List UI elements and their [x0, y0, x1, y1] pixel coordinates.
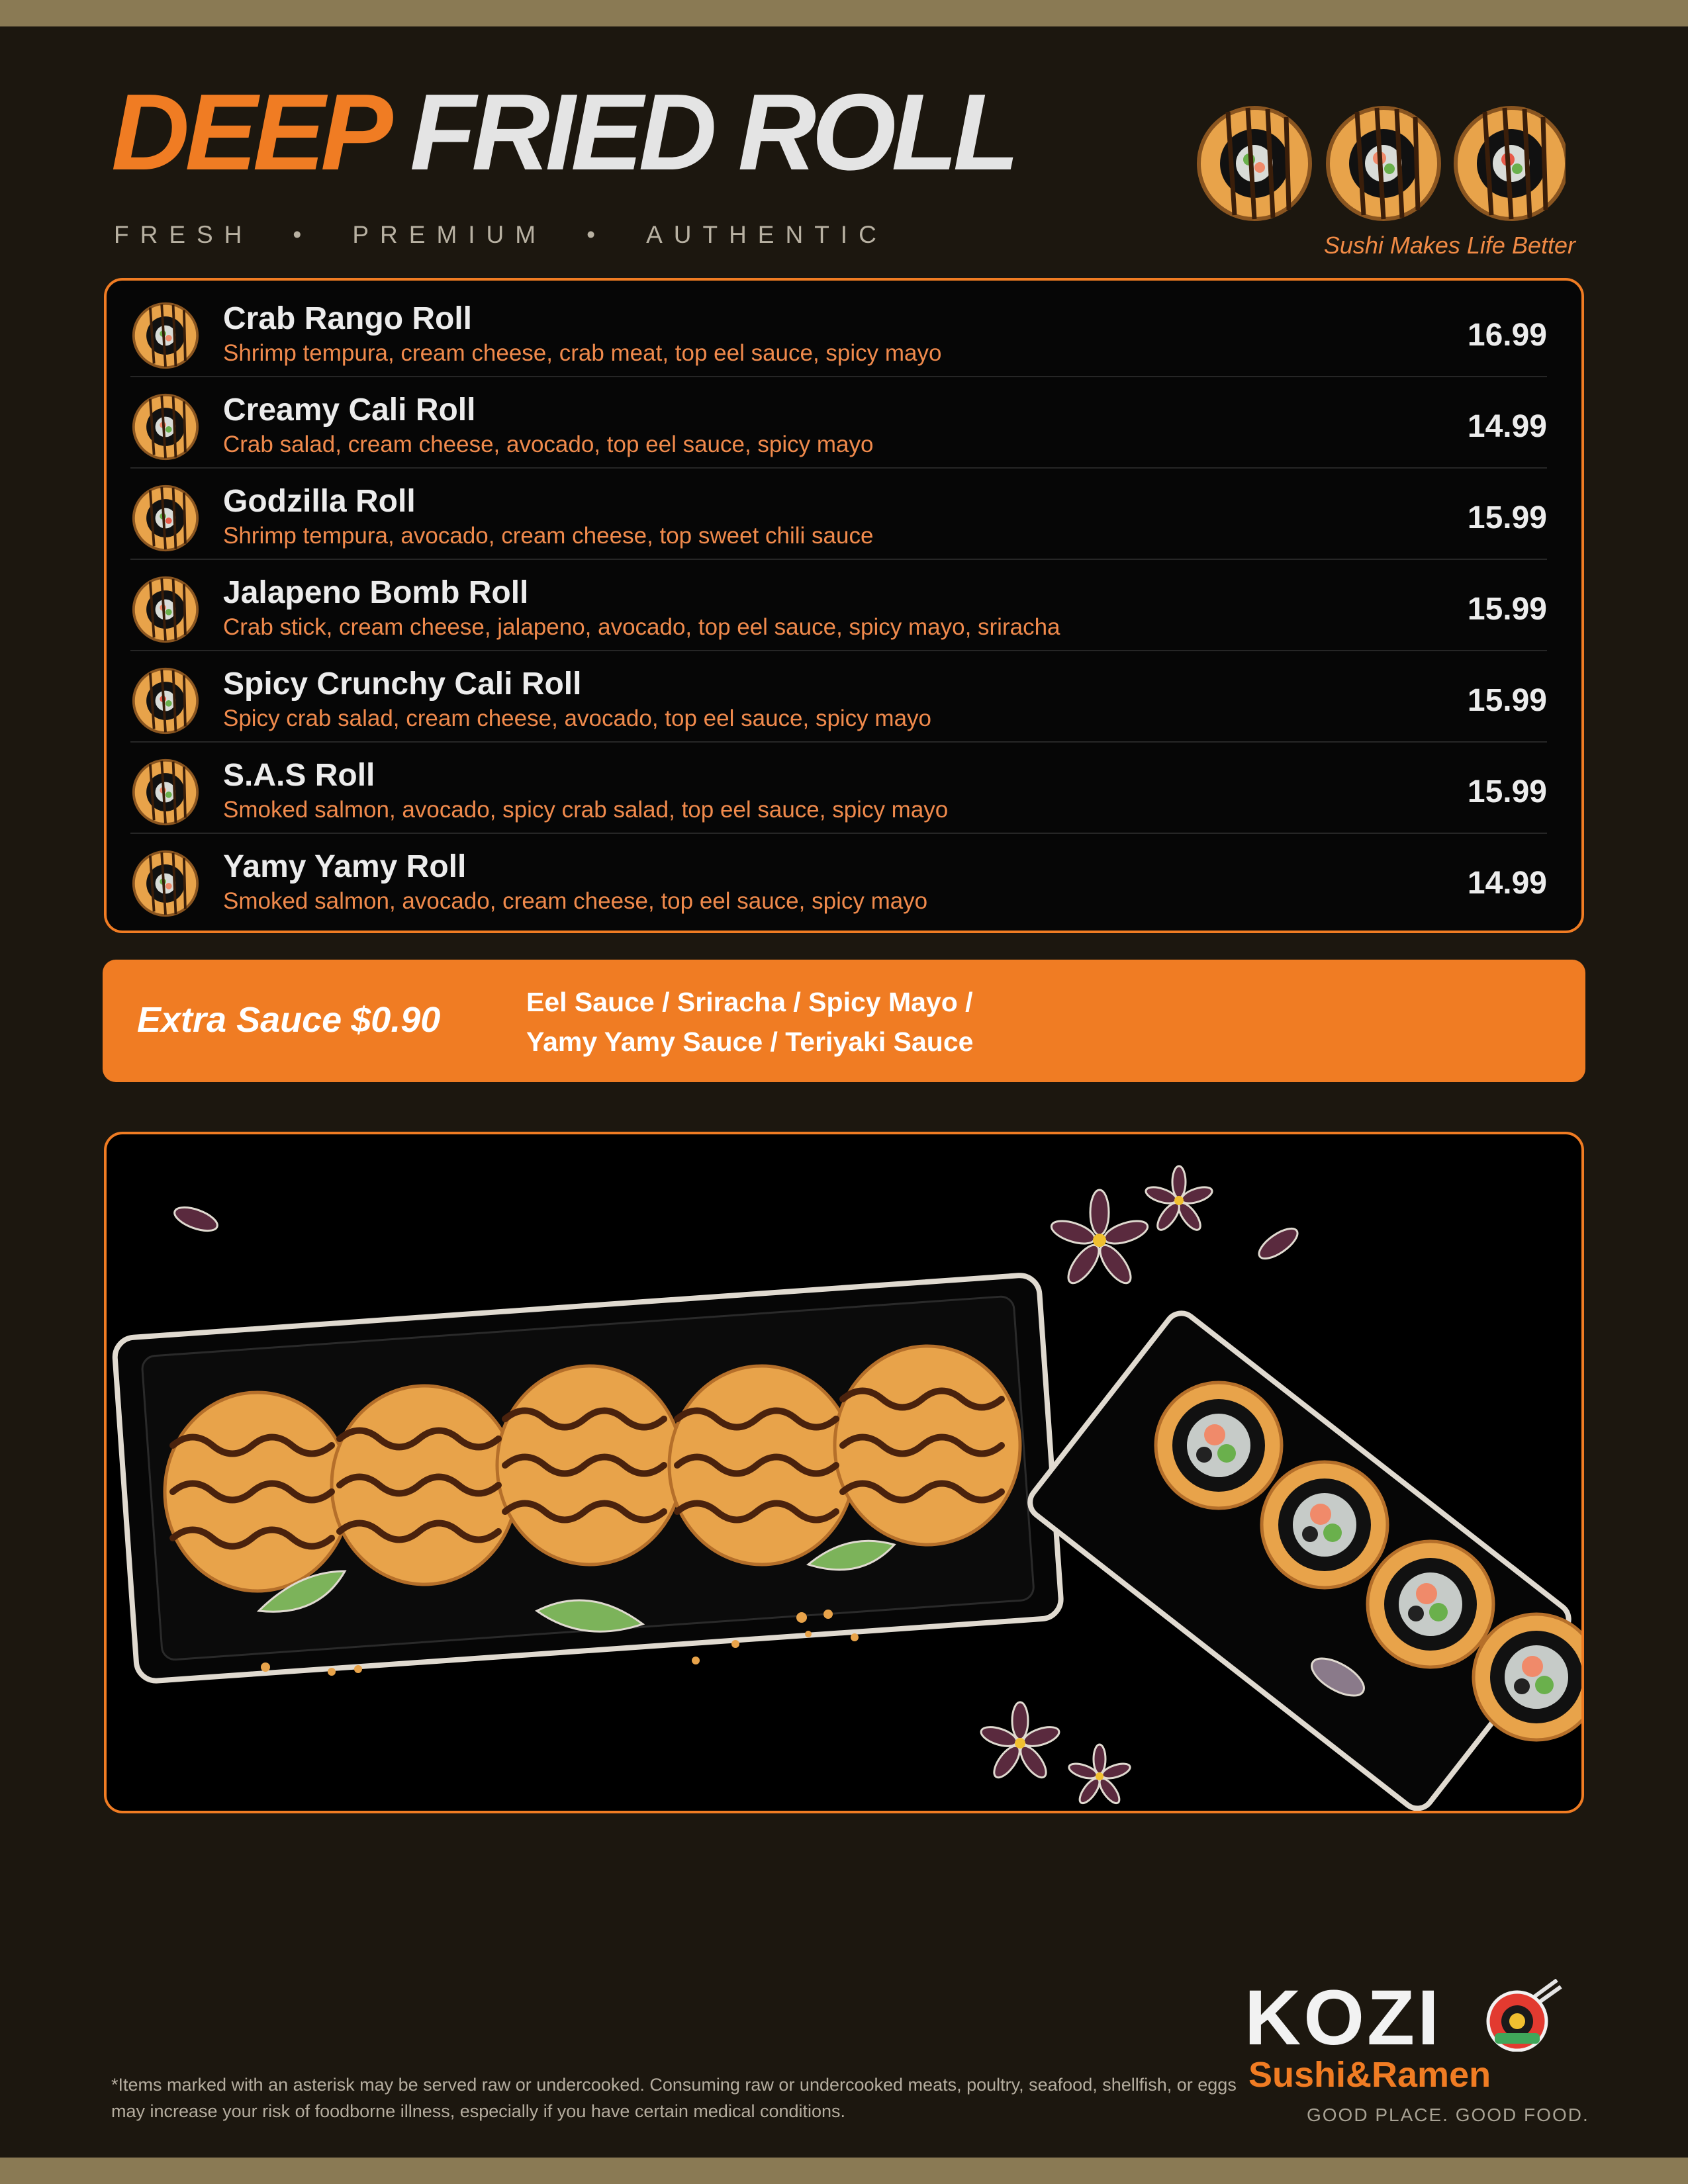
item-price: 14.99 [1467, 409, 1547, 444]
menu-item [130, 286, 1547, 377]
menu-item [130, 560, 1547, 651]
fried-roll-icon [130, 666, 201, 736]
food-illustration [104, 1132, 1584, 1813]
fried-roll-icon [1456, 108, 1566, 219]
item-price: 15.99 [1467, 592, 1547, 627]
logo-name: KOZI [1244, 1974, 1442, 2062]
title-word-fried-roll: FRIED ROLL [410, 71, 1015, 193]
item-description: Crab salad, cream cheese, avocado, top eel sauce, spicy mayo [223, 432, 874, 457]
extra-sauce-options-line: Yamy Yamy Sauce / Teriyaki Sauce [526, 1026, 974, 1057]
tagline-premium: PREMIUM [352, 221, 547, 248]
header-roll-icons [1195, 103, 1566, 228]
menu-item [130, 651, 1547, 743]
item-description: Crab stick, cream cheese, jalapeno, avocado, top eel sauce, spicy mayo, sriracha [223, 614, 1060, 640]
title-word-deep: DEEP [111, 71, 385, 193]
fried-roll-icon [130, 300, 201, 371]
brand-logo [1244, 1974, 1589, 2125]
tagline-dot: • [293, 221, 313, 248]
tagline-dot: • [586, 221, 607, 248]
item-description: Smoked salmon, avocado, cream cheese, top eel sauce, spicy mayo [223, 888, 928, 914]
item-name: Crab Rango Roll [223, 301, 473, 336]
fried-roll-icon [130, 483, 201, 553]
item-name: Spicy Crunchy Cali Roll [223, 666, 582, 702]
bottom-band [0, 2158, 1688, 2184]
logo-subtitle: Sushi&Ramen [1248, 2055, 1491, 2095]
menu-list [104, 278, 1584, 933]
item-price: 15.99 [1467, 683, 1547, 718]
sushi-plates-illustration [107, 1134, 1581, 1811]
disclaimer: *Items marked with an asterisk may be served raw or undercooked. Consuming raw or undercooked meats, poultry, seafood, shellfish, or eggs may increase your risk of foodborne illness, especially if you have certain medical conditions. [111, 2075, 1237, 2121]
item-name: S.A.S Roll [223, 758, 375, 793]
extra-sauce-options-line: Eel Sauce / Sriracha / Spicy Mayo / [526, 987, 973, 1017]
item-description: Shrimp tempura, avocado, cream cheese, top sweet chili sauce [223, 523, 874, 549]
extra-sauce-banner [103, 960, 1585, 1082]
extra-sauce-options [526, 982, 1122, 1062]
item-price: 15.99 [1467, 774, 1547, 809]
item-name: Godzilla Roll [223, 484, 416, 519]
extra-sauce-title: Extra Sauce [137, 1000, 342, 1040]
tagline-fresh: FRESH [114, 221, 254, 248]
menu-item [130, 469, 1547, 560]
item-name: Yamy Yamy Roll [223, 849, 467, 884]
fried-roll-icon [1199, 108, 1310, 219]
logo-motto: GOOD PLACE. GOOD FOOD. [1307, 2105, 1589, 2125]
item-description: Smoked salmon, avocado, spicy crab salad, top eel sauce, spicy mayo [223, 797, 949, 823]
fried-roll-icon [130, 392, 201, 462]
menu-item [130, 743, 1547, 834]
menu-item [130, 377, 1547, 469]
item-description: Shrimp tempura, cream cheese, crab meat, top eel sauce, spicy mayo [223, 340, 942, 366]
fried-roll-icon [1328, 108, 1439, 219]
fried-roll-icon [130, 848, 201, 919]
page-title [111, 71, 1015, 193]
item-description: Spicy crab salad, cream cheese, avocado, top eel sauce, spicy mayo [223, 705, 931, 731]
fried-roll-icon [130, 757, 201, 827]
item-name: Jalapeno Bomb Roll [223, 575, 529, 610]
extra-sauce-label [137, 999, 440, 1040]
ramen-bowl-icon [1483, 1979, 1562, 2052]
menu-item [130, 834, 1547, 925]
item-name: Creamy Cali Roll [223, 392, 476, 428]
item-price: 16.99 [1467, 318, 1547, 353]
tagline-authentic: AUTHENTIC [646, 221, 888, 248]
top-band [0, 0, 1688, 26]
tagline [114, 221, 888, 249]
item-price: 14.99 [1467, 866, 1547, 901]
item-price: 15.99 [1467, 500, 1547, 535]
slogan: Sushi Makes Life Better [1323, 232, 1575, 259]
fried-roll-icon [130, 574, 201, 645]
extra-sauce-price: $0.90 [351, 1000, 441, 1040]
